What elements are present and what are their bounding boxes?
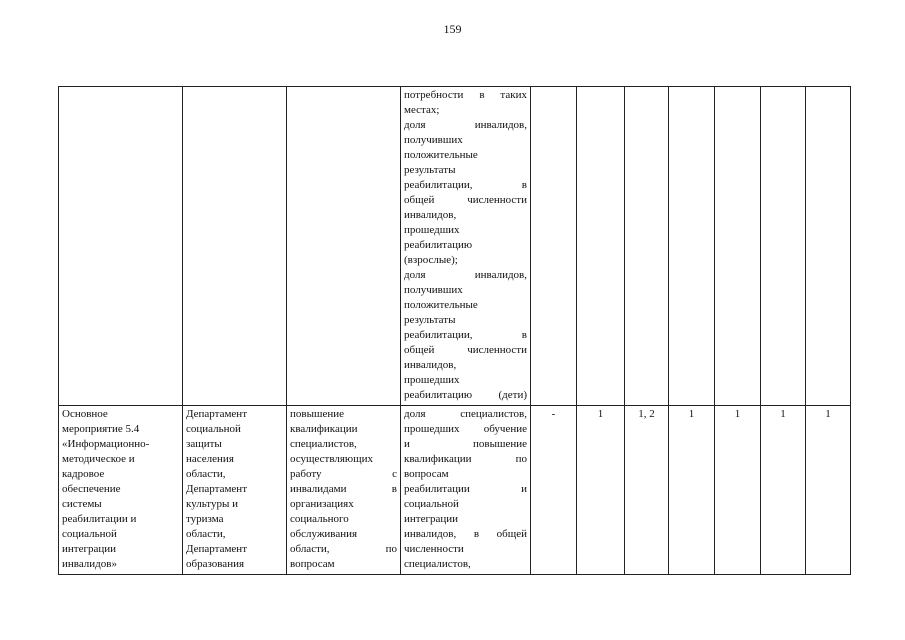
text-line: и повышение	[404, 438, 527, 450]
text-line: прошедших	[404, 374, 460, 386]
text-line: доля инвалидов,	[404, 269, 527, 281]
text-line: специалистов,	[404, 558, 471, 570]
value-cell	[531, 87, 577, 406]
text-line: организациях	[290, 498, 354, 510]
text-line: населения	[186, 453, 234, 465]
text-line: общей численности	[404, 194, 527, 206]
text-line: области, по	[290, 543, 397, 555]
table-row	[59, 87, 851, 406]
text-line: области,	[186, 468, 226, 480]
text-line: социальной	[62, 528, 117, 540]
value-cell: 1	[669, 406, 715, 575]
value-cell: -	[531, 406, 577, 575]
measure-cell	[59, 406, 183, 575]
text-line: реабилитации, в	[404, 179, 527, 191]
value-cell	[806, 87, 851, 406]
result-cell	[287, 406, 401, 575]
text-line: квалификации	[290, 423, 358, 435]
table-row	[59, 406, 851, 575]
text-line: местах;	[404, 104, 440, 116]
text-line: мероприятие 5.4	[62, 423, 140, 435]
text-line: доля специалистов,	[404, 408, 527, 420]
executor-cell	[183, 87, 287, 406]
text-line: специалистов,	[290, 438, 357, 450]
text-line: повышение	[290, 408, 344, 420]
indicator-text	[404, 88, 527, 403]
text-line: результаты	[404, 164, 456, 176]
text-line: прошедших обучение	[404, 423, 527, 435]
text-line: работу с	[290, 468, 397, 480]
text-line: вопросам	[290, 558, 335, 570]
result-cell	[287, 87, 401, 406]
text-line: результаты	[404, 314, 456, 326]
text-line: туризма	[186, 513, 224, 525]
program-table	[58, 86, 851, 575]
text-line: Департамент	[186, 408, 248, 420]
indicator-cell	[401, 87, 531, 406]
text-line: социального	[290, 513, 349, 525]
text-line: получивших	[404, 284, 463, 296]
text-line: системы	[62, 498, 102, 510]
text-line: доля инвалидов,	[404, 119, 527, 131]
page-number: 159	[443, 22, 462, 36]
value-cell: 1	[761, 406, 806, 575]
value-cell: 1	[806, 406, 851, 575]
text-line: социальной	[186, 423, 241, 435]
text-line: реабилитацию (дети)	[404, 389, 527, 401]
value-cell: 1, 2	[625, 406, 669, 575]
value-cell	[715, 87, 761, 406]
text-line: Основное	[62, 408, 108, 420]
text-line: квалификации по	[404, 453, 527, 465]
value-cell	[761, 87, 806, 406]
text-line: положительные	[404, 299, 478, 311]
executor-cell	[183, 406, 287, 575]
indicator-text	[404, 407, 527, 572]
result-text	[290, 407, 397, 572]
text-line: защиты	[186, 438, 222, 450]
text-line: реабилитации и	[404, 483, 527, 495]
text-line: кадровое	[62, 468, 105, 480]
text-line: Департамент	[186, 483, 248, 495]
text-line: инвалидов,	[404, 209, 457, 221]
text-line: образования	[186, 558, 245, 570]
text-line: прошедших	[404, 224, 460, 236]
value-cell	[577, 87, 625, 406]
text-line: обеспечение	[62, 483, 121, 495]
text-line: обслуживания	[290, 528, 358, 540]
measure-text	[62, 407, 179, 572]
text-line: «Информационно-	[62, 438, 150, 450]
text-line: Департамент	[186, 543, 248, 555]
text-line: реабилитации и	[62, 513, 137, 525]
value-cell: 1	[715, 406, 761, 575]
text-line: получивших	[404, 134, 463, 146]
value-cell	[669, 87, 715, 406]
executor-text	[186, 407, 283, 572]
text-line: реабилитацию	[404, 239, 473, 251]
text-line: методическое и	[62, 453, 135, 465]
text-line: (взрослые);	[404, 254, 458, 266]
text-line: положительные	[404, 149, 478, 161]
text-line: интеграции	[404, 513, 459, 525]
text-line: реабилитации, в	[404, 329, 527, 341]
text-line: культуры и	[186, 498, 238, 510]
value-cell	[625, 87, 669, 406]
text-line: интеграции	[62, 543, 117, 555]
text-line: инвалидов, в общей	[404, 528, 527, 540]
text-line: инвалидами в	[290, 483, 397, 495]
value-cell: 1	[577, 406, 625, 575]
text-line: осуществляющих	[290, 453, 373, 465]
text-line: численности	[404, 543, 464, 555]
indicator-cell	[401, 406, 531, 575]
measure-cell	[59, 87, 183, 406]
text-line: общей численности	[404, 344, 527, 356]
text-line: инвалидов,	[404, 359, 457, 371]
text-line: потребности в таких	[404, 89, 527, 101]
text-line: социальной	[404, 498, 459, 510]
text-line: области,	[186, 528, 226, 540]
text-line: вопросам	[404, 468, 449, 480]
text-line: инвалидов»	[62, 558, 117, 570]
